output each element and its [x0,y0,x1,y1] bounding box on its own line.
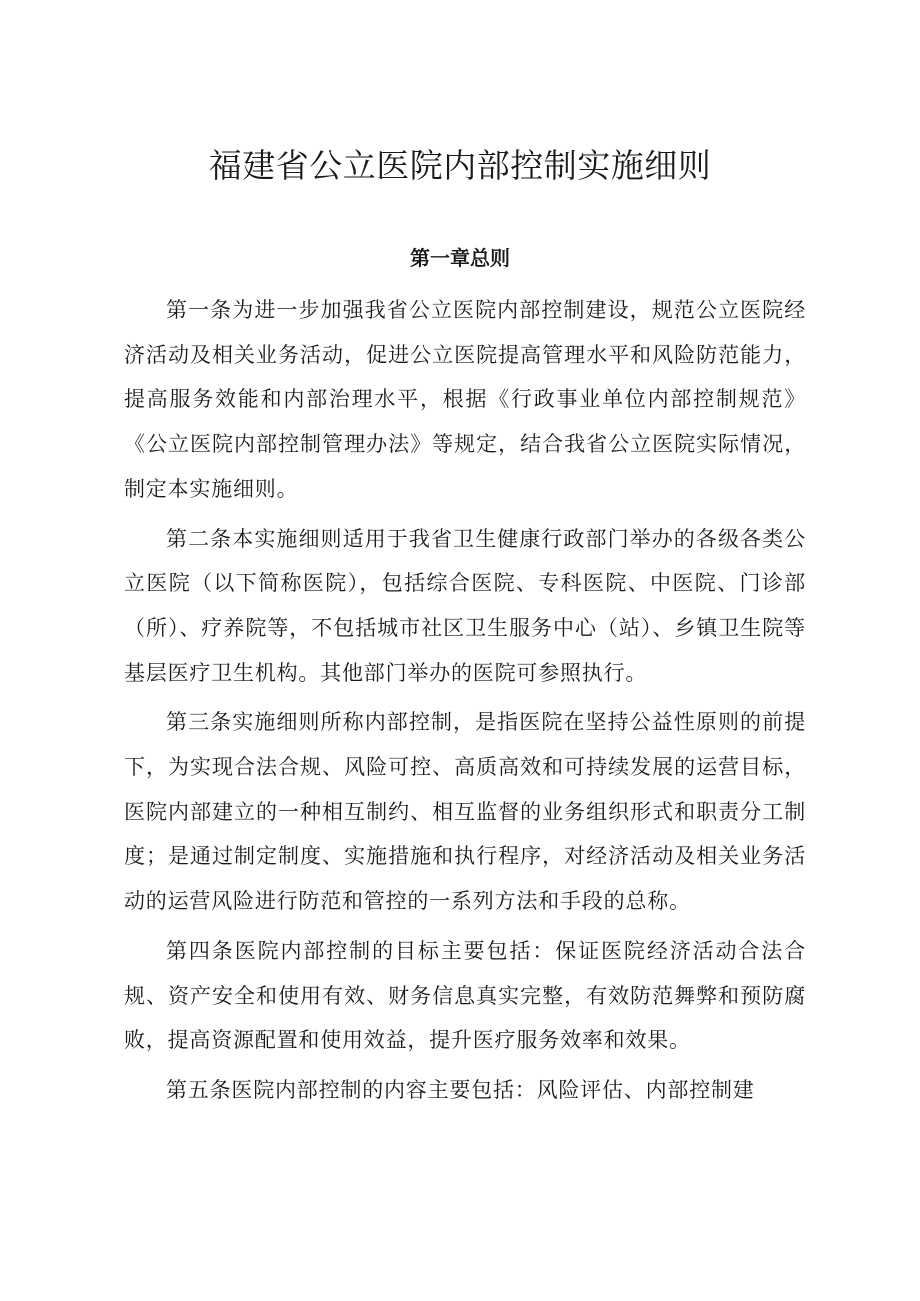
article-2-paragraph: 第二条本实施细则适用于我省卫生健康行政部门举办的各级各类公立医院（以下简称医院），包括综合医院、专科医院、中医院、门诊部（所）、疗养院等，不包括城市社区卫生服务中心（站）、乡镇卫生院等基层医疗卫生机构。其他部门举办的医院可参照执行。 [124,526,806,685]
document-body [124,288,806,1118]
article-4-paragraph: 第四条医院内部控制的目标主要包括：保证医院经济活动合法合规、资产安全和使用有效、财务信息真实完整，有效防范舞弊和预防腐败，提高资源配置和使用效益，提升医疗服务效率和效果。 [124,938,806,1053]
article-1-paragraph: 第一条为进一步加强我省公立医院内部控制建设，规范公立医院经济活动及相关业务活动，促进公立医院提高管理水平和风险防范能力，提高服务效能和内部治理水平，根据《行政事业单位内部控制规范》《公立医院内部控制管理办法》等规定，结合我省公立医院实际情况，制定本实施细则。 [124,298,806,501]
document-title: 福建省公立医院内部控制实施细则 [208,146,712,185]
article-5-paragraph: 第五条医院内部控制的内容主要包括：风险评估、内部控制建 [166,1077,755,1102]
article-3-paragraph: 第三条实施细则所称内部控制，是指医院在坚持公益性原则的前提下，为实现合法合规、风险可控、高质高效和可持续发展的运营目标，医院内部建立的一种相互制约、相互监督的业务组织形式和职责分工制度；是通过制定制度、实施措施和执行程序，对经济活动及相关业务活动的运营风险进行防范和管控的一系列方法和手段的总称。 [124,710,806,914]
chapter-heading: 第一章总则 [410,246,510,270]
